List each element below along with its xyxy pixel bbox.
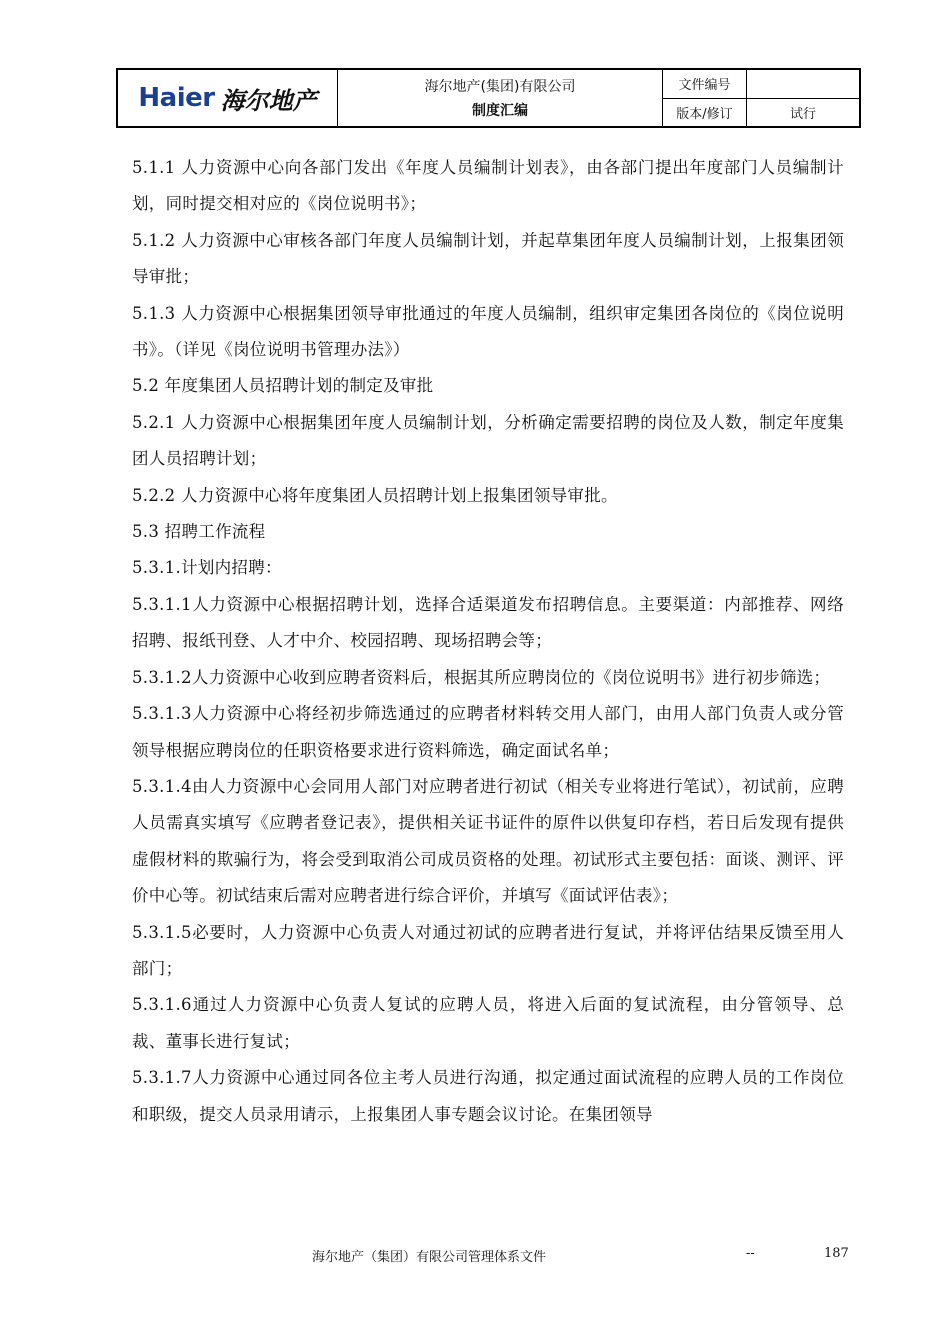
paragraph: 5.3.1.2人力资源中心收到应聘者资料后，根据其所应聘岗位的《岗位说明书》进行初步筛选； <box>132 667 831 687</box>
paragraph: 5.3.1.3人力资源中心将经初步筛选通过的应聘者材料转交用人部门，由用人部门负责人或分管领导根据应聘岗位的任职资格要求进行资料筛选，确定面试名单； <box>132 704 844 760</box>
paragraph: 5.3.1.7人力资源中心通过同各位主考人员进行沟通，拟定通过面试流程的应聘人员的工作岗位和职级，提交人员录用请示，上报集团人事专题会议讨论。在集团领导 <box>132 1068 844 1124</box>
paragraph: 5.3.1.1人力资源中心根据招聘计划，选择合适渠道发布招聘信息。主要渠道：内部推荐、网络招聘、报纸刊登、人才中介、校园招聘、现场招聘会等； <box>132 594 844 651</box>
company-name: 海尔地产(集团)有限公司 <box>424 79 576 95</box>
logo-chinese: 海尔地产 <box>220 86 317 115</box>
company-logo <box>118 70 338 126</box>
paragraph: 5.1.3 人力资源中心根据集团领导审批通过的年度人员编制，组织审定集团各岗位的《岗位说明书》。（详见《岗位说明书管理办法》） <box>132 303 844 360</box>
document-body <box>132 150 844 1133</box>
paragraph: 5.1.1 人力资源中心向各部门发出《年度人员编制计划表》，由各部门提出年度部门人员编制计划，同时提交相对应的《岗位说明书》； <box>132 158 844 214</box>
paragraph: 5.3.1.6通过人力资源中心负责人复试的应聘人员，将进入后面的复试流程，由分管领导、总裁、董事长进行复试； <box>132 995 844 1051</box>
page-footer <box>0 1246 950 1266</box>
document-meta <box>663 70 859 126</box>
paragraph: 5.3.1.5必要时，人力资源中心负责人对通过初试的应聘者进行复试，并将评估结果反馈至用人部门； <box>132 922 844 978</box>
paragraph: 5.2.1 人力资源中心根据集团年度人员编制计划，分析确定需要招聘的岗位及人数，制定年度集团人员招聘计划； <box>132 412 844 469</box>
footer-text: 海尔地产（集团）有限公司管理体系文件 <box>312 1250 547 1265</box>
document-category: 制度汇编 <box>472 103 528 119</box>
document-header <box>116 68 861 128</box>
paragraph: 5.2.2 人力资源中心将年度集团人员招聘计划上报集团领导审批。 <box>132 485 618 505</box>
version-value: 试行 <box>789 106 816 122</box>
paragraph: 5.3.1.4由人力资源中心会同用人部门对应聘者进行初试（相关专业将进行笔试），初试前，应聘人员需真实填写《应聘者登记表》，提供相关证书证件的原件以供复印存档，若日后发现有提供虚假材料的欺骗行为，将会受到取消公司成员资格的处理。初试形式主要包括：面谈、测评、评价中心等。初试结束后需对应聘者进行综合评价，并填写《面试评估表》； <box>132 776 844 906</box>
version-row <box>663 98 859 127</box>
footer-separator: -- <box>746 1246 755 1261</box>
subsection-heading: 5.3.1.计划内招聘： <box>132 558 282 578</box>
page-number: 187 <box>824 1246 849 1261</box>
section-heading: 5.3 招聘工作流程 <box>132 522 266 542</box>
doc-number-value <box>747 70 859 98</box>
company-info <box>338 70 663 126</box>
section-heading: 5.2 年度集团人员招聘计划的制定及审批 <box>132 376 434 396</box>
logo-english: Haier <box>138 83 215 113</box>
paragraph: 5.1.2 人力资源中心审核各部门年度人员编制计划，并起草集团年度人员编制计划，上报集团领导审批； <box>132 230 844 287</box>
version-label: 版本/修订 <box>663 99 747 127</box>
doc-number-label: 文件编号 <box>663 70 747 98</box>
doc-number-row <box>663 70 859 98</box>
